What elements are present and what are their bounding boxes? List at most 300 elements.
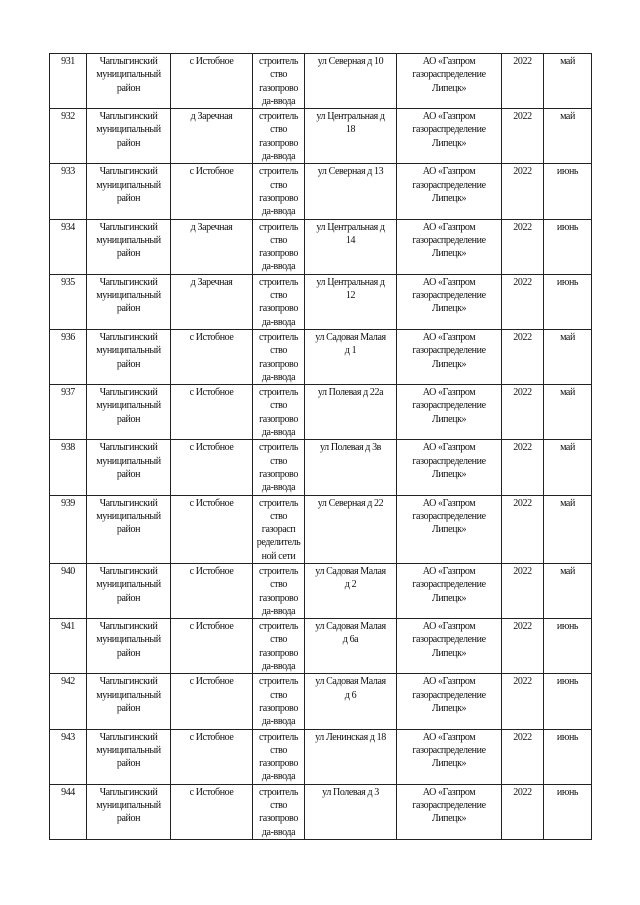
work-type-cell-line: ство — [270, 69, 287, 81]
work-type-cell — [253, 440, 305, 495]
work-type-cell — [253, 563, 305, 618]
month-cell — [544, 329, 592, 384]
district-cell-line: район — [116, 592, 141, 604]
row-number-text: 937 — [61, 387, 75, 399]
organization-cell-line: Липецк» — [431, 413, 467, 425]
settlement-cell-text: с Истобное — [189, 676, 234, 688]
work-type-cell-line: да-ввода — [261, 661, 296, 673]
row-number — [50, 164, 87, 219]
address-cell-line: д 6а — [342, 634, 359, 646]
month-cell-text: май — [560, 387, 575, 399]
district-cell — [87, 109, 171, 164]
district-cell-line: район — [116, 524, 141, 536]
table-row — [50, 329, 592, 384]
work-type-cell-line: строитель — [258, 221, 299, 233]
month-cell-text: июнь — [556, 731, 579, 743]
row-number-text: 934 — [61, 221, 75, 233]
work-type-cell-line: да-ввода — [261, 206, 296, 218]
settlement-cell — [171, 164, 253, 219]
settlement-cell-text: с Истобное — [189, 331, 234, 343]
organization-cell-line: Липецк» — [431, 248, 467, 260]
month-cell — [544, 729, 592, 784]
table-row — [50, 274, 592, 329]
month-cell-text: июнь — [556, 166, 579, 178]
settlement-cell-text: д Заречная — [190, 111, 233, 123]
district-cell-line: район — [116, 813, 141, 825]
row-number-text: 942 — [61, 676, 75, 688]
district-cell-line: Чаплыгинский — [99, 221, 158, 233]
work-type-cell-line: газопрово — [259, 702, 298, 714]
organization-cell — [397, 385, 502, 440]
year-cell-text: 2022 — [513, 221, 532, 233]
work-type-cell-line: строитель — [258, 276, 299, 288]
month-cell — [544, 109, 592, 164]
settlement-cell — [171, 729, 253, 784]
organization-cell — [397, 54, 502, 109]
row-number — [50, 674, 87, 729]
address-cell-line: д 2 — [344, 579, 357, 591]
month-cell — [544, 274, 592, 329]
year-cell-text: 2022 — [513, 166, 532, 178]
row-number-text: 932 — [61, 111, 75, 123]
organization-cell-line: газораспределение — [412, 69, 486, 81]
work-type-cell-line: да-ввода — [261, 151, 296, 163]
district-cell — [87, 329, 171, 384]
district-cell-line: район — [116, 248, 141, 260]
address-cell-line: ул Центральная д — [316, 221, 385, 233]
year-cell — [502, 329, 544, 384]
organization-cell — [397, 729, 502, 784]
address-cell — [305, 784, 397, 839]
district-cell — [87, 54, 171, 109]
settlement-cell-text: с Истобное — [189, 442, 234, 454]
work-type-cell-line: да-ввода — [261, 261, 296, 273]
organization-cell-line: АО «Газпром — [422, 786, 476, 798]
year-cell-text: 2022 — [513, 786, 532, 798]
year-cell — [502, 674, 544, 729]
month-cell — [544, 784, 592, 839]
row-number — [50, 619, 87, 674]
row-number-text: 939 — [61, 497, 75, 509]
organization-cell — [397, 440, 502, 495]
organization-cell — [397, 109, 502, 164]
settlement-cell — [171, 495, 253, 563]
district-cell-line: Чаплыгинский — [99, 387, 158, 399]
year-cell-text: 2022 — [513, 276, 532, 288]
address-cell — [305, 563, 397, 618]
district-cell-line: район — [116, 358, 141, 370]
work-type-cell-line: газопрово — [259, 192, 298, 204]
work-type-cell — [253, 219, 305, 274]
settlement-cell — [171, 619, 253, 674]
address-cell — [305, 274, 397, 329]
district-cell-line: район — [116, 82, 141, 94]
work-type-cell-line: ство — [270, 400, 287, 412]
settlement-cell — [171, 385, 253, 440]
row-number — [50, 563, 87, 618]
organization-cell-line: Липецк» — [431, 468, 467, 480]
work-type-cell-line: ство — [270, 800, 287, 812]
row-number-text: 935 — [61, 276, 75, 288]
year-cell — [502, 784, 544, 839]
work-type-cell — [253, 54, 305, 109]
row-number-text: 940 — [61, 565, 75, 577]
address-cell-line: ул Садовая Малая — [315, 676, 386, 688]
organization-cell-line: газораспределение — [412, 579, 486, 591]
month-cell — [544, 164, 592, 219]
organization-cell-line: АО «Газпром — [422, 676, 476, 688]
address-cell — [305, 674, 397, 729]
row-number — [50, 729, 87, 784]
work-type-cell — [253, 619, 305, 674]
district-cell-line: муниципальный — [96, 290, 161, 302]
district-cell-line: муниципальный — [96, 510, 161, 522]
work-type-cell-line: газопрово — [259, 647, 298, 659]
work-type-cell-line: газорасп — [261, 524, 296, 536]
year-cell — [502, 219, 544, 274]
work-type-cell-line: строитель — [258, 676, 299, 688]
district-cell-line: муниципальный — [96, 800, 161, 812]
year-cell — [502, 274, 544, 329]
month-cell-text: май — [560, 442, 575, 454]
table-row — [50, 385, 592, 440]
address-cell-line: ул Садовая Малая — [315, 331, 386, 343]
settlement-cell — [171, 440, 253, 495]
table-row — [50, 729, 592, 784]
district-cell-line: район — [116, 303, 141, 315]
row-number — [50, 784, 87, 839]
district-cell-line: Чаплыгинский — [99, 676, 158, 688]
organization-cell-line: газораспределение — [412, 400, 486, 412]
row-number — [50, 274, 87, 329]
work-type-cell — [253, 329, 305, 384]
address-cell — [305, 440, 397, 495]
district-cell-line: Чаплыгинский — [99, 621, 158, 633]
organization-cell-line: газораспределение — [412, 689, 486, 701]
organization-cell — [397, 563, 502, 618]
work-type-cell-line: газопрово — [259, 248, 298, 260]
gasification-table — [49, 53, 592, 840]
work-type-cell-line: ство — [270, 179, 287, 191]
settlement-cell-text: с Истобное — [189, 166, 234, 178]
work-type-cell-line: ство — [270, 510, 287, 522]
year-cell — [502, 164, 544, 219]
year-cell — [502, 109, 544, 164]
work-type-cell-line: ределитель — [256, 537, 301, 549]
district-cell-line: район — [116, 702, 141, 714]
district-cell-line: муниципальный — [96, 455, 161, 467]
settlement-cell-text: с Истобное — [189, 565, 234, 577]
month-cell-text: июнь — [556, 276, 579, 288]
month-cell-text: июнь — [556, 221, 579, 233]
row-number-text: 941 — [61, 621, 75, 633]
work-type-cell — [253, 274, 305, 329]
organization-cell-line: АО «Газпром — [422, 56, 476, 67]
work-type-cell — [253, 164, 305, 219]
work-type-cell-line: строитель — [258, 331, 299, 343]
work-type-cell-line: строитель — [258, 731, 299, 743]
district-cell-line: Чаплыгинский — [99, 497, 158, 509]
settlement-cell-text: с Истобное — [189, 621, 234, 633]
month-cell-text: май — [560, 565, 575, 577]
organization-cell-line: газораспределение — [412, 124, 486, 136]
district-cell-line: район — [116, 647, 141, 659]
district-cell-line: Чаплыгинский — [99, 565, 158, 577]
organization-cell-line: АО «Газпром — [422, 331, 476, 343]
district-cell — [87, 784, 171, 839]
address-cell — [305, 54, 397, 109]
district-cell — [87, 219, 171, 274]
organization-cell — [397, 784, 502, 839]
work-type-cell — [253, 385, 305, 440]
district-cell-line: муниципальный — [96, 579, 161, 591]
organization-cell — [397, 619, 502, 674]
organization-cell-line: Липецк» — [431, 647, 467, 659]
month-cell — [544, 495, 592, 563]
organization-cell-line: Липецк» — [431, 813, 467, 825]
work-type-cell-line: да-ввода — [261, 427, 296, 439]
table-row — [50, 109, 592, 164]
organization-cell-line: газораспределение — [412, 634, 486, 646]
organization-cell-line: АО «Газпром — [422, 276, 476, 288]
organization-cell-line: газораспределение — [412, 290, 486, 302]
address-cell-line: ул Центральная д — [316, 276, 385, 288]
district-cell-line: Чаплыгинский — [99, 111, 158, 123]
address-cell — [305, 329, 397, 384]
district-cell-line: муниципальный — [96, 345, 161, 357]
district-cell-line: район — [116, 192, 141, 204]
work-type-cell-line: строитель — [258, 56, 299, 67]
month-cell — [544, 385, 592, 440]
district-cell-line: Чаплыгинский — [99, 331, 158, 343]
work-type-cell-line: ство — [270, 290, 287, 302]
month-cell-text: май — [560, 111, 575, 123]
month-cell — [544, 440, 592, 495]
settlement-cell-text: с Истобное — [189, 387, 234, 399]
work-type-cell-line: газопрово — [259, 592, 298, 604]
district-cell — [87, 495, 171, 563]
table-row — [50, 495, 592, 563]
table-row — [50, 54, 592, 109]
organization-cell — [397, 674, 502, 729]
table-row — [50, 563, 592, 618]
work-type-cell-line: ство — [270, 744, 287, 756]
address-cell — [305, 385, 397, 440]
organization-cell — [397, 219, 502, 274]
organization-cell-line: АО «Газпром — [422, 221, 476, 233]
settlement-cell — [171, 274, 253, 329]
work-type-cell — [253, 784, 305, 839]
address-cell-line: ул Ленинская д 18 — [315, 731, 386, 743]
work-type-cell-line: газопрово — [259, 413, 298, 425]
district-cell-line: муниципальный — [96, 124, 161, 136]
work-type-cell-line: ство — [270, 345, 287, 357]
table-body — [50, 54, 592, 840]
address-cell-line: ул Северная д 22 — [317, 497, 384, 509]
district-cell-line: Чаплыгинский — [99, 442, 158, 454]
table-row — [50, 619, 592, 674]
work-type-cell-line: да-ввода — [261, 95, 296, 107]
row-number-text: 944 — [61, 786, 75, 798]
organization-cell-line: Липецк» — [431, 358, 467, 370]
work-type-cell — [253, 109, 305, 164]
settlement-cell — [171, 674, 253, 729]
year-cell-text: 2022 — [513, 497, 532, 509]
month-cell-text: июнь — [556, 676, 579, 688]
district-cell-line: муниципальный — [96, 69, 161, 81]
settlement-cell — [171, 54, 253, 109]
row-number — [50, 385, 87, 440]
address-cell-line: ул Северная д 13 — [317, 166, 384, 178]
organization-cell-line: газораспределение — [412, 800, 486, 812]
work-type-cell-line: газопрово — [259, 813, 298, 825]
year-cell — [502, 729, 544, 784]
month-cell-text: май — [560, 331, 575, 343]
organization-cell-line: Липецк» — [431, 758, 467, 770]
year-cell-text: 2022 — [513, 111, 532, 123]
district-cell-line: район — [116, 413, 141, 425]
work-type-cell-line: да-ввода — [261, 371, 296, 383]
address-cell — [305, 729, 397, 784]
work-type-cell-line: ство — [270, 234, 287, 246]
district-cell-line: муниципальный — [96, 179, 161, 191]
district-cell-line: муниципальный — [96, 689, 161, 701]
settlement-cell-text: с Истобное — [189, 786, 234, 798]
district-cell — [87, 385, 171, 440]
year-cell-text: 2022 — [513, 331, 532, 343]
year-cell — [502, 619, 544, 674]
organization-cell-line: газораспределение — [412, 744, 486, 756]
district-cell — [87, 674, 171, 729]
work-type-cell — [253, 674, 305, 729]
work-type-cell-line: газопрово — [259, 82, 298, 94]
organization-cell-line: АО «Газпром — [422, 621, 476, 633]
address-cell-line: д 1 — [344, 345, 357, 357]
work-type-cell — [253, 495, 305, 563]
district-cell — [87, 619, 171, 674]
organization-cell-line: АО «Газпром — [422, 565, 476, 577]
address-cell-line: 14 — [345, 234, 356, 246]
district-cell — [87, 164, 171, 219]
table-row — [50, 784, 592, 839]
settlement-cell — [171, 563, 253, 618]
address-cell — [305, 619, 397, 674]
table-row — [50, 440, 592, 495]
address-cell-line: 18 — [345, 124, 356, 136]
work-type-cell-line: да-ввода — [261, 605, 296, 617]
year-cell-text: 2022 — [513, 387, 532, 399]
organization-cell-line: газораспределение — [412, 345, 486, 357]
month-cell-text: май — [560, 56, 575, 67]
organization-cell-line: Липецк» — [431, 702, 467, 714]
organization-cell — [397, 274, 502, 329]
organization-cell-line: Липецк» — [431, 192, 467, 204]
work-type-cell-line: ство — [270, 689, 287, 701]
row-number — [50, 109, 87, 164]
district-cell-line: Чаплыгинский — [99, 56, 158, 67]
organization-cell-line: Липецк» — [431, 303, 467, 315]
table-row — [50, 219, 592, 274]
work-type-cell-line: строитель — [258, 497, 299, 509]
address-cell-line: ул Садовая Малая — [315, 621, 386, 633]
year-cell-text: 2022 — [513, 731, 532, 743]
organization-cell — [397, 495, 502, 563]
settlement-cell-text: д Заречная — [190, 221, 233, 233]
settlement-cell — [171, 219, 253, 274]
work-type-cell-line: строитель — [258, 166, 299, 178]
row-number-text: 933 — [61, 166, 75, 178]
district-cell — [87, 563, 171, 618]
district-cell-line: муниципальный — [96, 400, 161, 412]
year-cell-text: 2022 — [513, 621, 532, 633]
year-cell — [502, 440, 544, 495]
year-cell — [502, 385, 544, 440]
address-cell-line: ул Полевая д 3в — [319, 442, 381, 454]
settlement-cell-text: с Истобное — [189, 497, 234, 509]
year-cell-text: 2022 — [513, 676, 532, 688]
district-cell-line: муниципальный — [96, 634, 161, 646]
district-cell — [87, 729, 171, 784]
work-type-cell-line: да-ввода — [261, 826, 296, 838]
district-cell-line: Чаплыгинский — [99, 731, 158, 743]
organization-cell-line: АО «Газпром — [422, 497, 476, 509]
work-type-cell-line: газопрово — [259, 758, 298, 770]
settlement-cell — [171, 109, 253, 164]
work-type-cell-line: газопрово — [259, 303, 298, 315]
district-cell-line: муниципальный — [96, 234, 161, 246]
row-number-text: 943 — [61, 731, 75, 743]
year-cell-text: 2022 — [513, 442, 532, 454]
district-cell-line: район — [116, 137, 141, 149]
organization-cell-line: газораспределение — [412, 510, 486, 522]
district-cell — [87, 274, 171, 329]
address-cell-line: ул Садовая Малая — [315, 565, 386, 577]
month-cell — [544, 563, 592, 618]
row-number-text: 938 — [61, 442, 75, 454]
district-cell-line: муниципальный — [96, 744, 161, 756]
organization-cell-line: Липецк» — [431, 82, 467, 94]
settlement-cell — [171, 784, 253, 839]
district-cell-line: Чаплыгинский — [99, 276, 158, 288]
address-cell — [305, 109, 397, 164]
year-cell-text: 2022 — [513, 565, 532, 577]
organization-cell-line: газораспределение — [412, 455, 486, 467]
row-number — [50, 329, 87, 384]
organization-cell-line: АО «Газпром — [422, 387, 476, 399]
district-cell-line: район — [116, 468, 141, 480]
settlement-cell — [171, 329, 253, 384]
row-number-text: 931 — [61, 56, 75, 67]
work-type-cell-line: строитель — [258, 565, 299, 577]
district-cell-line: район — [116, 758, 141, 770]
work-type-cell-line: ство — [270, 634, 287, 646]
month-cell — [544, 219, 592, 274]
address-cell-line: ул Полевая д 22а — [317, 387, 384, 399]
settlement-cell-text: с Истобное — [189, 731, 234, 743]
work-type-cell-line: газопрово — [259, 137, 298, 149]
month-cell — [544, 54, 592, 109]
table-row — [50, 164, 592, 219]
row-number — [50, 54, 87, 109]
row-number-text: 936 — [61, 331, 75, 343]
work-type-cell-line: ство — [270, 124, 287, 136]
settlement-cell-text: с Истобное — [189, 56, 234, 67]
month-cell-text: май — [560, 497, 575, 509]
row-number — [50, 495, 87, 563]
work-type-cell-line: ство — [270, 579, 287, 591]
address-cell-line: ул Северная д 10 — [317, 56, 384, 67]
work-type-cell-line: ной сети — [261, 550, 296, 562]
